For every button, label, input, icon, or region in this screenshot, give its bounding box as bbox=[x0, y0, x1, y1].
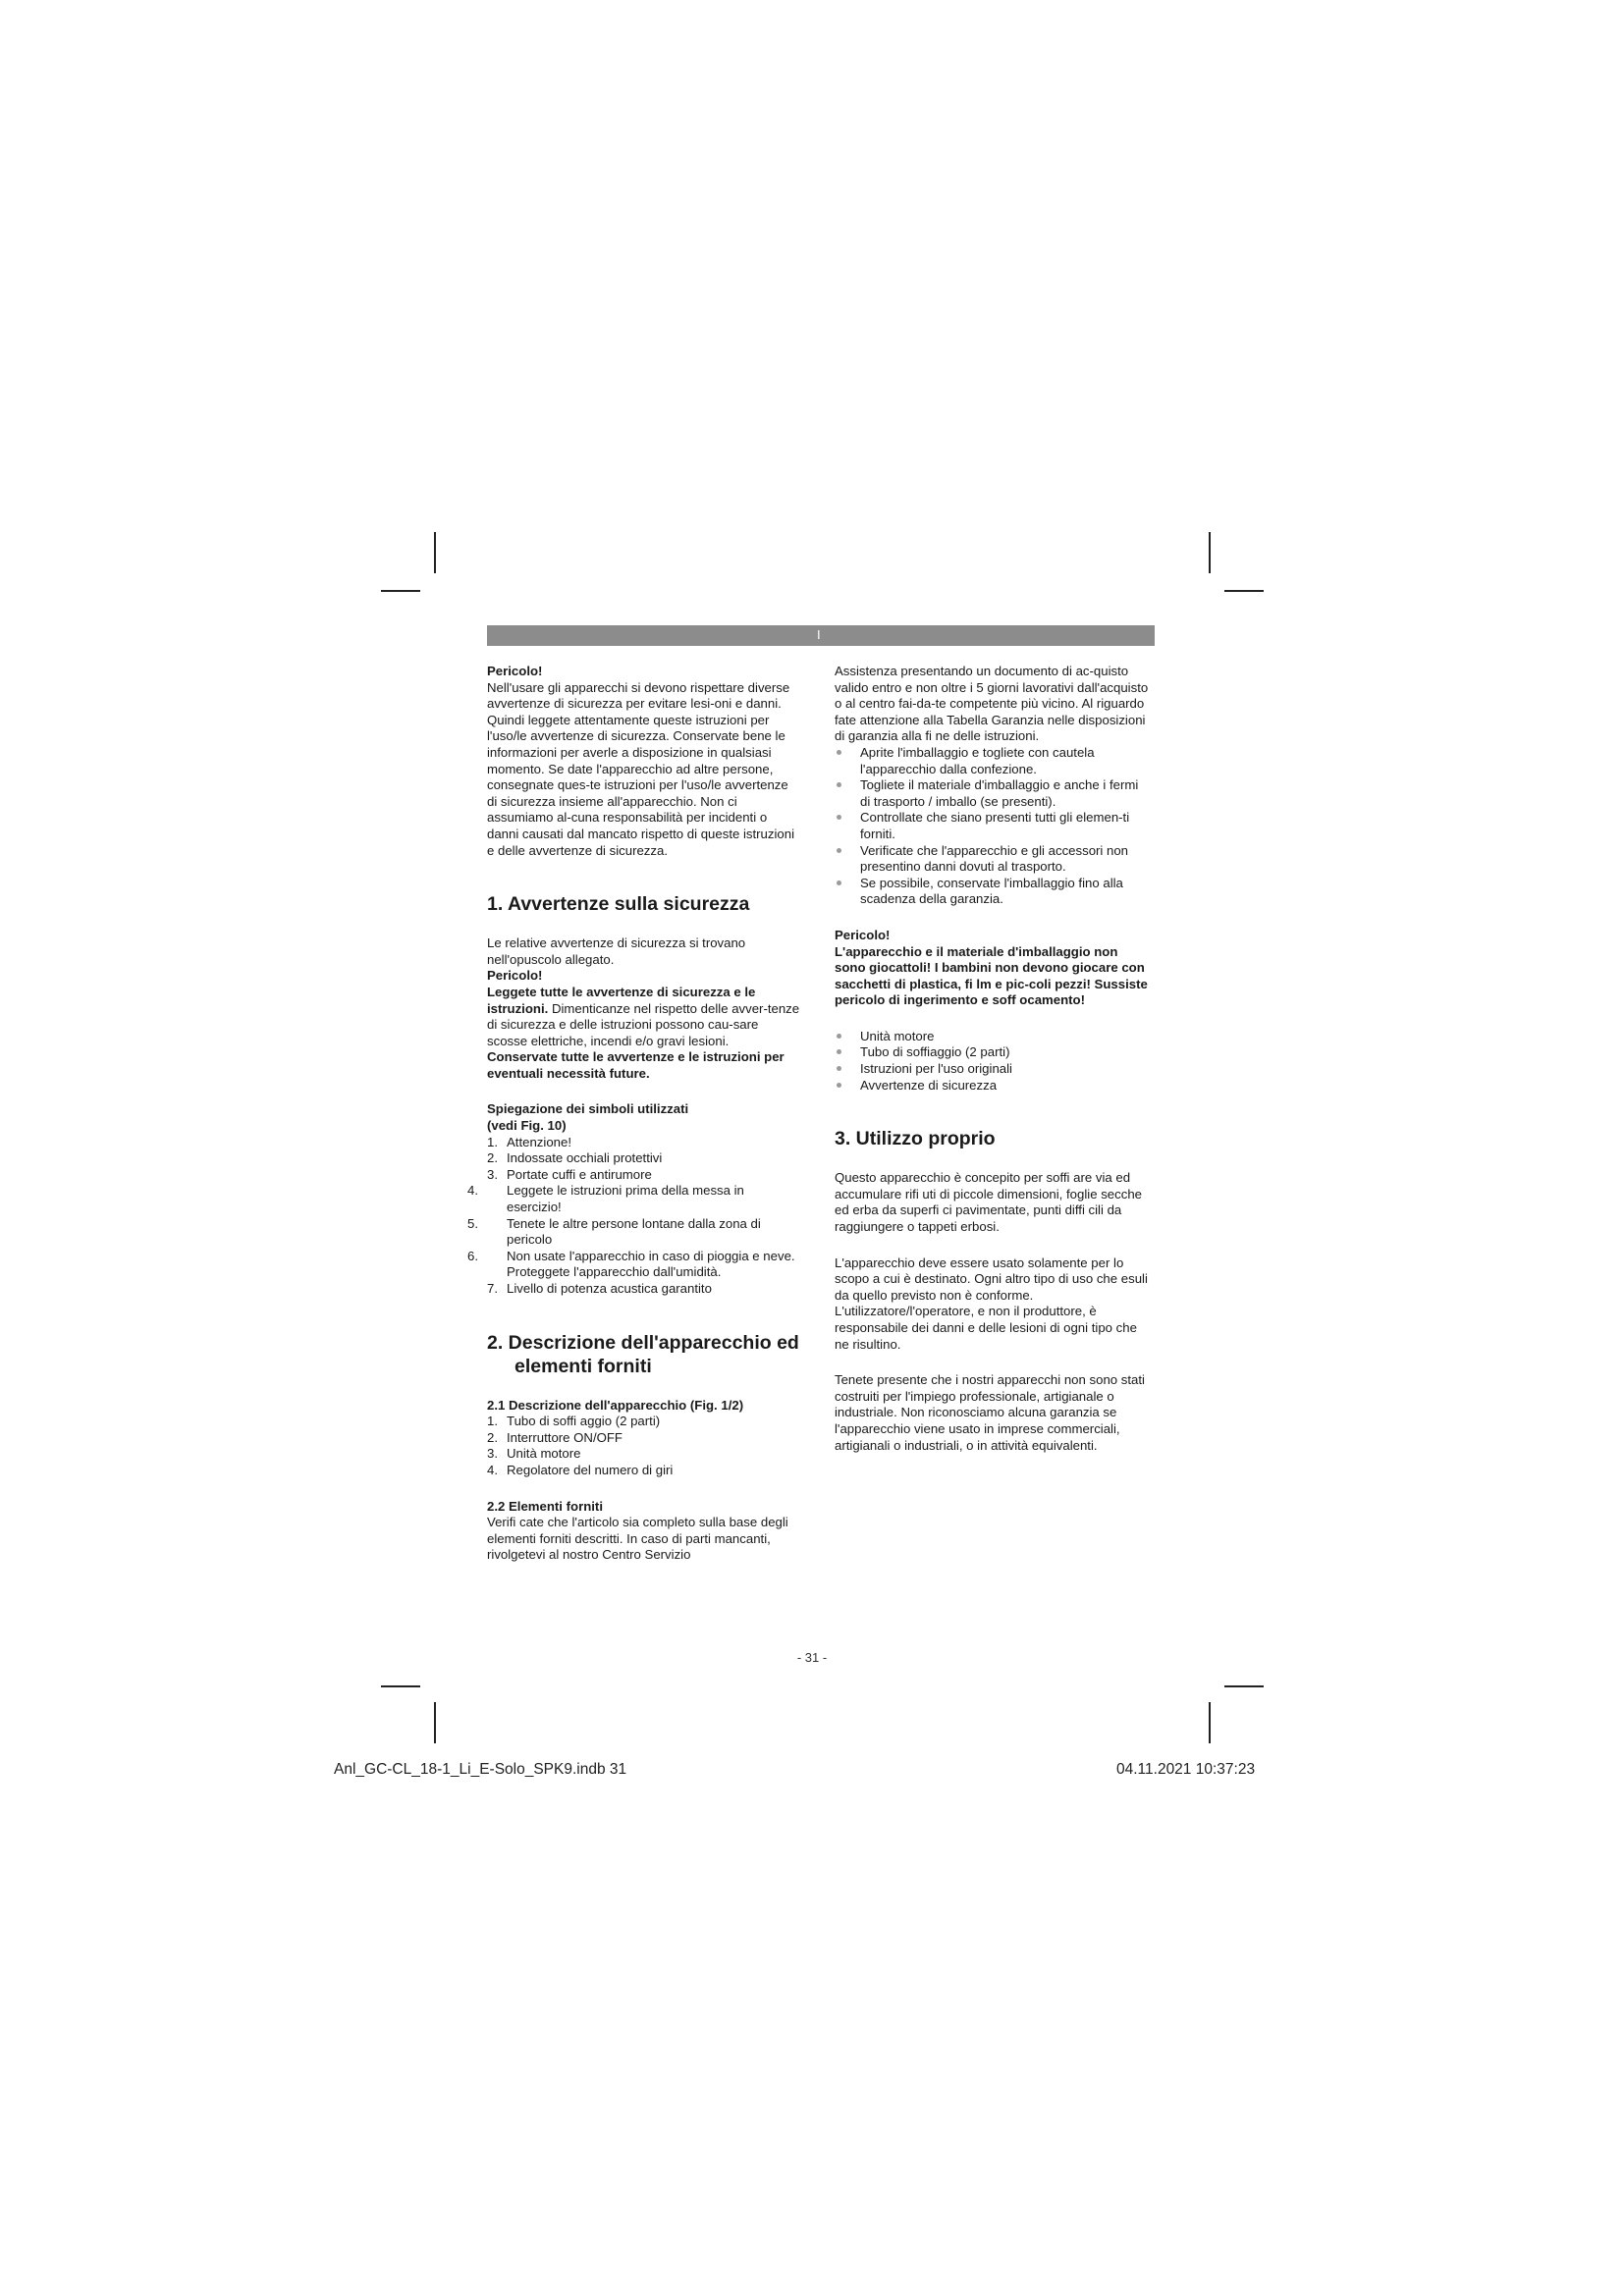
list-item: 2. Interruttore ON/OFF bbox=[487, 1429, 623, 1445]
section-2-2-text: Verifi cate che l'articolo sia completo sulla base degli elementi forniti descritti. In caso di parti mancanti, rivolgetevi al nostro Centro Servizio bbox=[487, 1515, 788, 1563]
symbols-list bbox=[467, 1134, 801, 1298]
list-item: 6. Non usate l'apparecchio in caso di pioggia e neve. Proteggete l'apparecchio dall'umidità. bbox=[467, 1248, 795, 1280]
list-item: Aprite l'imballaggio e togliete con cautela l'apparecchio dalla confezione. bbox=[835, 745, 1149, 777]
section-1-pericolo: Pericolo! bbox=[487, 968, 543, 984]
list-item: Unità motore bbox=[835, 1029, 1149, 1045]
section-1-keep: Conservate tutte le avvertenze e le istruzioni per eventuali necessità future. bbox=[487, 1049, 785, 1081]
left-column bbox=[467, 664, 801, 1564]
list-item: Tubo di soffiaggio (2 parti) bbox=[835, 1044, 1149, 1061]
section-3-paragraph-1: Questo apparecchio è concepito per soffi are via ed accumulare rifi uti di piccole dimensioni, foglie secche ed erba da superfi ci pavimentate, punti diffi cili da raggiungere o tappeti erbosi. bbox=[835, 1170, 1142, 1235]
section-2-1-title: 2.1 Descrizione dell'apparecchio (Fig. 1/2) bbox=[487, 1397, 744, 1413]
list-item: 3. Portate cuffi e antirumore bbox=[487, 1166, 652, 1182]
list-item: Se possibile, conservate l'imballaggio fino alla scadenza della garanzia. bbox=[835, 876, 1149, 908]
section-1-warning bbox=[487, 985, 801, 1049]
list-item: 4. Leggete le istruzioni prima della messa in esercizio! bbox=[467, 1183, 744, 1215]
parts-list bbox=[487, 1414, 801, 1478]
section-3-paragraph-2: L'apparecchio deve essere usato solamente per lo scopo a cui è destinato. Ogni altro tipo di uso che esuli da quello previsto non è conforme. L'utilizzatore/l'operatore, e non il produttore, è responsabile dei danni e delle lesioni di ogni tipo che ne risultino. bbox=[835, 1255, 1148, 1352]
section-1-title: 1. Avvertenze sulla sicurezza bbox=[487, 893, 750, 916]
symbols-title: Spiegazione dei simboli utilizzati bbox=[487, 1101, 689, 1117]
list-item: 7. Livello di potenza acustica garantito bbox=[487, 1281, 712, 1296]
symbols-subtitle: (vedi Fig. 10) bbox=[487, 1118, 567, 1134]
crop-mark bbox=[1209, 532, 1211, 573]
section-3-title: 3. Utilizzo proprio bbox=[835, 1128, 996, 1150]
crop-mark bbox=[381, 1685, 420, 1687]
header-bar bbox=[487, 625, 1155, 646]
list-item: 1. Tubo di soffi aggio (2 parti) bbox=[487, 1414, 661, 1429]
section-2-title: 2. Descrizione dell'apparecchio ed elementi forniti bbox=[487, 1331, 799, 1377]
right-pericolo-title: Pericolo! bbox=[835, 927, 891, 942]
section-1-warning-text: Dimenticanze nel rispetto delle avver-tenze di sicurezza e delle istruzioni possono cau-sare scosse elettriche, incendi e/o gravi lesioni. bbox=[487, 1000, 800, 1048]
right-column bbox=[835, 664, 1149, 1454]
crop-mark bbox=[434, 532, 436, 573]
crop-mark bbox=[381, 590, 420, 592]
unpacking-list bbox=[835, 745, 1149, 908]
footer-datetime: 04.11.2021 10:37:23 bbox=[1116, 1761, 1256, 1778]
section-1-warning-bold: Leggete tutte le avvertenze di sicurezza e le istruzioni. bbox=[487, 984, 756, 1016]
crop-mark bbox=[434, 1702, 436, 1743]
supplied-list bbox=[835, 1029, 1149, 1094]
section-1-intro: Le relative avvertenze di sicurezza si trovano nell'opuscolo allegato. bbox=[487, 935, 746, 967]
footer-filename: Anl_GC-CL_18-1_Li_E-Solo_SPK9.indb 31 bbox=[334, 1761, 627, 1778]
list-item: Avvertenze di sicurezza bbox=[835, 1078, 1149, 1095]
language-marker: I bbox=[817, 627, 821, 642]
list-item: 3. Unità motore bbox=[487, 1446, 581, 1462]
section-2-2-title: 2.2 Elementi forniti bbox=[487, 1498, 603, 1514]
right-pericolo-text: L'apparecchio e il materiale d'imballaggio non sono giocattoli! I bambini non devono giocare con sacchetti di plastica, fi lm e pic-coli pezzi! Sussiste pericolo di ingerimento e soff ocamento! bbox=[835, 943, 1148, 1008]
list-item: 4. Regolatore del numero di giri bbox=[487, 1462, 674, 1477]
list-item: 5. Tenete le altre persone lontane dalla zona di pericolo bbox=[467, 1215, 761, 1248]
crop-mark bbox=[1209, 1702, 1211, 1743]
crop-mark bbox=[1224, 1685, 1264, 1687]
list-item: Verificate che l'apparecchio e gli accessori non presentino danni dovuti al trasporto. bbox=[835, 843, 1149, 876]
section-3-paragraph-3: Tenete presente che i nostri apparecchi non sono stati costruiti per l'impiego professionale, artigianale o industriale. Non riconosciamo alcuna garanzia se l'apparecchio viene usato in imprese commerciali, artigianali o industriali, o in attività equivalenti. bbox=[835, 1372, 1145, 1453]
pericolo-title: Pericolo! bbox=[487, 664, 543, 678]
list-item: 1. Attenzione! bbox=[487, 1134, 571, 1149]
pericolo-text: Nell'usare gli apparecchi si devono rispettare diverse avvertenze di sicurezza per evitare lesi-oni e danni. Quindi leggete attentamente queste istruzioni per l'uso/le avvertenze di sicurezza. Conservate bene le informazioni per averle a disposizione in qualsiasi momento. Se date l'apparecchio ad altre persone, consegnate ques-te istruzioni per l'uso/le avvertenze di sicurezza insieme all'apparecchio. Non ci assumiamo al-cuna responsabilità per incidenti o danni causati dal mancato rispetto di queste istruzioni e delle avvertenze di sicurezza. bbox=[487, 679, 795, 858]
list-item: Togliete il materiale d'imballaggio e anche i fermi di trasporto / imballo (se presenti). bbox=[835, 777, 1149, 810]
page-number: - 31 - bbox=[796, 1650, 828, 1665]
list-item: Controllate che siano presenti tutti gli elemen-ti forniti. bbox=[835, 810, 1149, 842]
list-item: Istruzioni per l'uso originali bbox=[835, 1061, 1149, 1078]
crop-mark bbox=[1224, 590, 1264, 592]
continued-text: Assistenza presentando un documento di ac-quisto valido entro e non oltre i 5 giorni lavorativi dall'acquisto o al centro fai-da-te competente più vicino. Al riguardo fate attenzione alla Tabella Garanzia nelle disposizioni di garanzia alla fi ne delle istruzioni. bbox=[835, 664, 1149, 744]
list-item: 2. Indossate occhiali protettivi bbox=[487, 1150, 663, 1166]
